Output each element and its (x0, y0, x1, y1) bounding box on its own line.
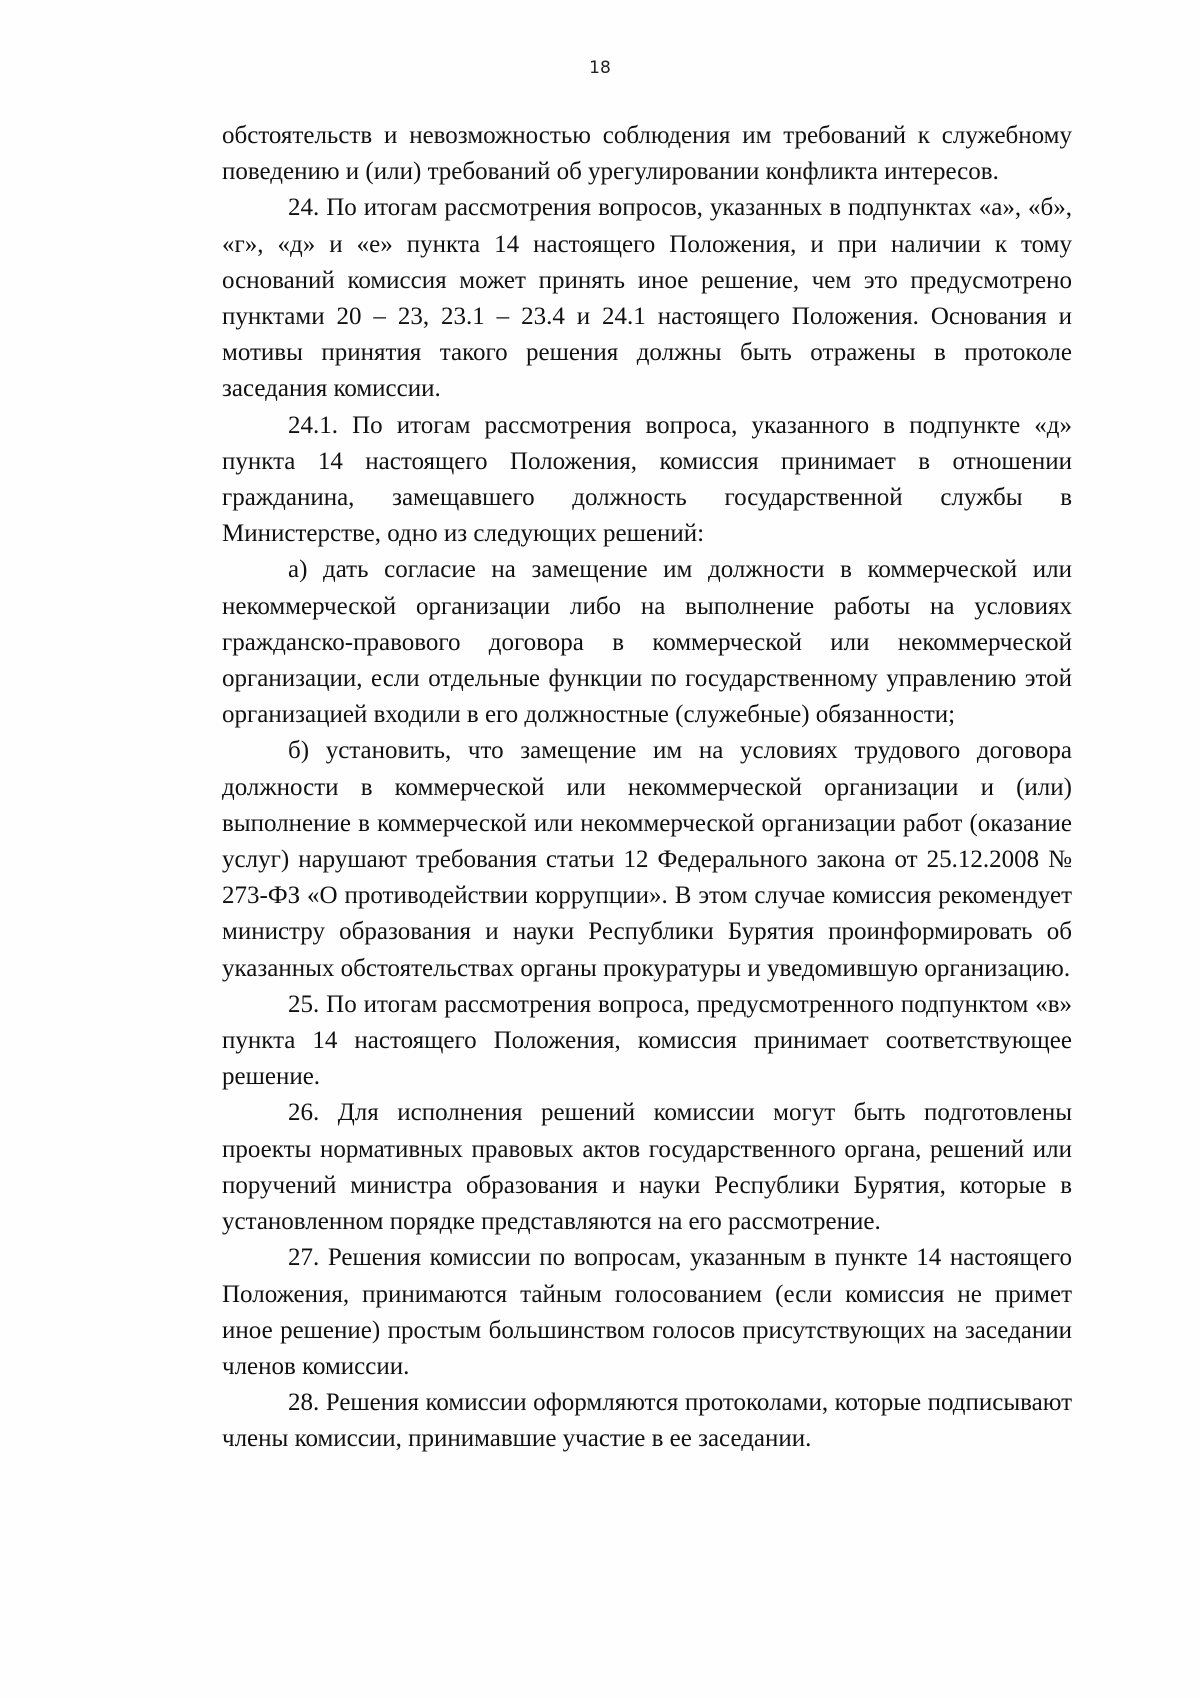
paragraph-continuation: обстоятельств и невозможностью соблюдения им требований к служебному поведению и (или) требований об урегулировании конфликта интересов. (222, 122, 1072, 186)
page-number: 18 (589, 58, 611, 78)
paragraph-26: 26. Для исполнения решений комиссии могут быть подготовлены проекты нормативных правовых актов государственного органа, решений или поручений министра образования и науки Республики Бурятия, которые в установленном порядке представляются на его рассмотрение. (222, 1099, 1072, 1236)
subparagraph-a: а) дать согласие на замещение им должности в коммерческой или некоммерческой организации либо на выполнение работы на условиях гражданско-правового договора в коммерческой или некоммерческой организации, если отдельные функции по государственному управлению этой организацией входили в его должностные (служебные) обязанности; (222, 556, 1072, 729)
paragraph-28: 28. Решения комиссии оформляются протоколами, которые подписывают члены комиссии, принимавшие участие в ее заседании. (222, 1389, 1072, 1453)
subparagraph-b: б) установить, что замещение им на условиях трудового договора должности в коммерческой или некоммерческой организации и (или) выполнение в коммерческой или некоммерческой организации работ (оказание услуг) нарушают требования статьи 12 Федерального закона от 25.12.2008 № 273-ФЗ «О противодействии коррупции». В этом случае комиссия рекомендует министру образования и науки Республики Бурятия проинформировать об указанных обстоятельствах органы прокуратуры и уведомившую организацию. (222, 737, 1072, 982)
paragraph-24: 24. По итогам рассмотрения вопросов, указанных в подпунктах «а», «б», «г», «д» и «е» пункта 14 настоящего Положения, и при наличии к тому оснований комиссия может принять иное решение, чем это предусмотрено пунктами 20 – 23, 23.1 – 23.4 и 24.1 настоящего Положения. Основания и мотивы принятия такого решения должны быть отражены в протоколе заседания комиссии. (222, 194, 1072, 403)
paragraph-25: 25. По итогам рассмотрения вопроса, предусмотренного подпунктом «в» пункта 14 настоящего Положения, комиссия принимает соответствующее решение. (222, 990, 1072, 1091)
paragraph-24-1: 24.1. По итогам рассмотрения вопроса, указанного в подпункте «д» пункта 14 настоящего Положения, комиссия принимает в отношении гражданина, замещавшего должность государственной службы в Министерстве, одно из следующих решений: (222, 411, 1072, 548)
paragraph-27: 27. Решения комиссии по вопросам, указанным в пункте 14 настоящего Положения, принимаются тайным голосованием (если комиссия не примет иное решение) простым большинством голосов присутствующих на заседании членов комиссии. (222, 1244, 1072, 1380)
document-body (222, 118, 1072, 1458)
